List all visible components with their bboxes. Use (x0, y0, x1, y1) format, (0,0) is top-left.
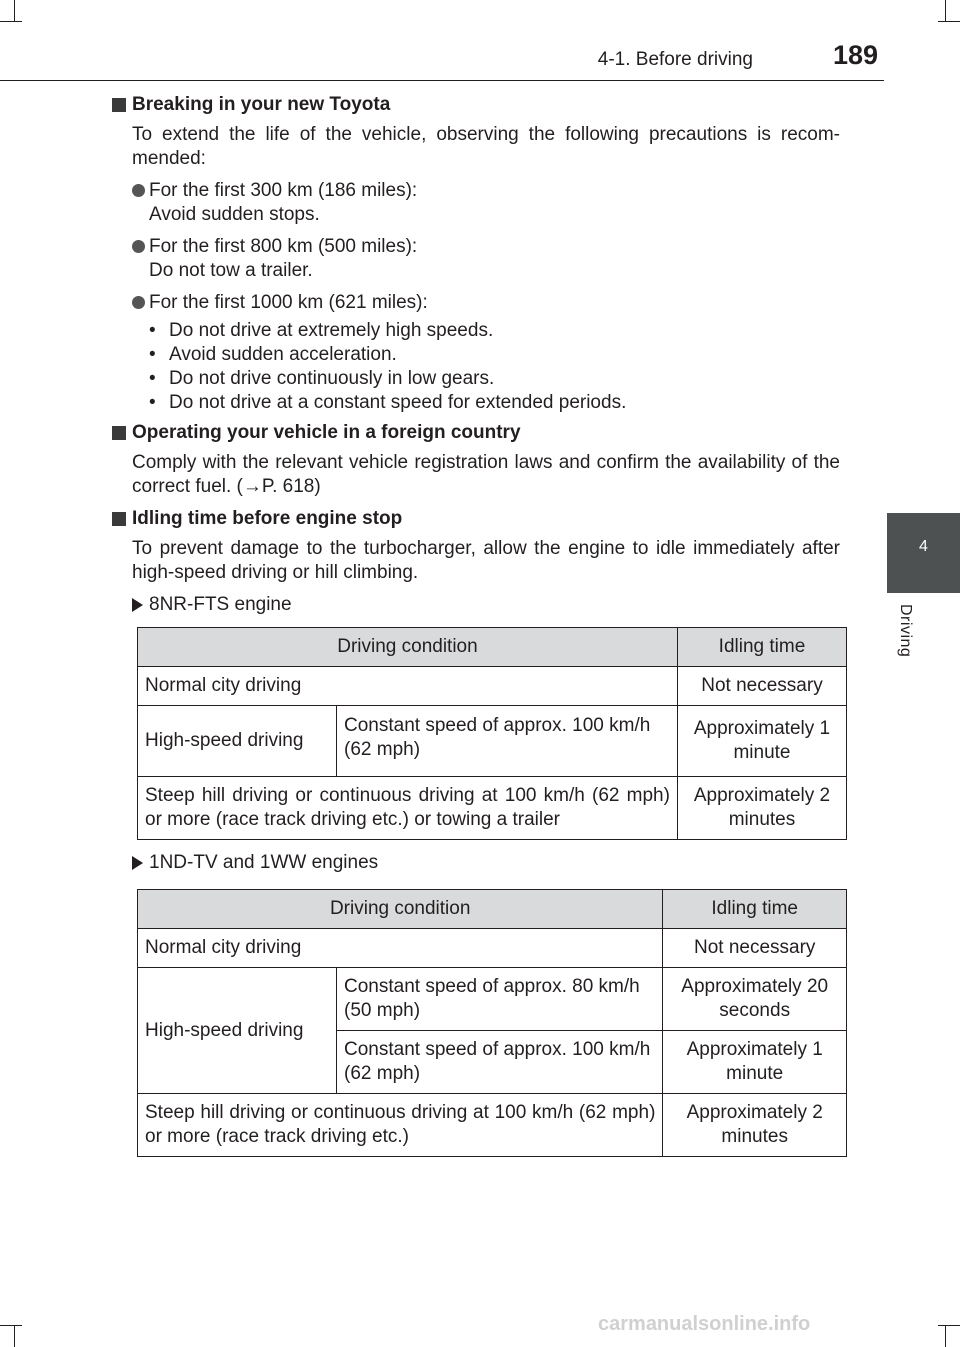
sub-list-item: • Do not drive at a constant speed for extended periods. (149, 391, 840, 415)
table-cell: Not necessary (663, 929, 847, 968)
section-title: 4-1. Before driving (597, 49, 753, 70)
column-header: Idling time (663, 890, 847, 929)
circle-bullet-icon (132, 240, 145, 253)
watermark: carmanualsonline.info (598, 1313, 811, 1335)
idling-table-1nd-tv-1ww (137, 889, 847, 1157)
table-cell: Approximately 2 minutes (677, 777, 846, 840)
table-caption: 1ND-TV and 1WW engines (112, 851, 840, 875)
crop-mark (938, 1325, 960, 1326)
table-cell: Approximately 1 minute (677, 706, 846, 777)
list-item: For the first 300 km (186 miles): Avoid sudden stops. (112, 179, 840, 227)
crop-mark (945, 1325, 946, 1347)
paragraph: Comply with the relevant vehicle registration laws and confirm the availability of the correct fuel. (→P. 618) (132, 452, 840, 497)
table-cell: Constant speed of approx. 100 km/h (62 mph) (337, 1031, 663, 1094)
idling-table-8nr-fts (137, 627, 847, 840)
sub-list-item: • Do not drive continuously in low gears. (149, 367, 840, 391)
page-content (112, 93, 840, 1157)
circle-bullet-icon (132, 296, 145, 309)
header-rule (0, 80, 884, 81)
column-header: Idling time (677, 628, 846, 667)
paragraph: To extend the life of the vehicle, observing the following precautions is recom-mended: (132, 124, 840, 169)
page-number: 189 (832, 40, 878, 70)
square-bullet-icon (112, 512, 126, 526)
table-cell: Approximately 1 minute (663, 1031, 847, 1094)
table-cell: High-speed driving (138, 706, 337, 777)
table-cell: Steep hill driving or continuous driving at 100 km/h (62 mph) or more (race track driving etc.) (138, 1094, 663, 1157)
table-header-row (138, 628, 847, 667)
table-row (138, 777, 847, 840)
table-row (138, 1094, 847, 1157)
table-row (138, 929, 847, 968)
sub-list-item: • Avoid sudden acceleration. (149, 343, 840, 367)
sub-list-item: • Do not drive at extremely high speeds. (149, 319, 840, 343)
table-row (138, 968, 847, 1031)
paragraph: To prevent damage to the turbocharger, allow the engine to idle immediately after high-speed driving or hill climbing. (132, 538, 840, 583)
crop-mark (14, 1325, 15, 1347)
table-cell: Normal city driving (138, 667, 678, 706)
list-item: For the first 1000 km (621 miles): (112, 291, 840, 315)
chapter-tab: 4 (887, 513, 960, 593)
triangle-arrow-icon (132, 598, 143, 612)
crop-mark (0, 1325, 22, 1326)
triangle-arrow-icon (132, 856, 143, 870)
table-cell: Constant speed of approx. 80 km/h (50 mph) (337, 968, 663, 1031)
table-cell: Approximately 20 seconds (663, 968, 847, 1031)
table-row (138, 706, 847, 777)
square-bullet-icon (112, 98, 126, 112)
sub-list (112, 319, 840, 415)
table-cell: Not necessary (677, 667, 846, 706)
crop-mark (945, 0, 946, 22)
column-header: Driving condition (138, 628, 678, 667)
table-cell: High-speed driving (138, 968, 337, 1094)
table-cell: Approximately 2 minutes (663, 1094, 847, 1157)
square-bullet-icon (112, 426, 126, 440)
table-header-row (138, 890, 847, 929)
table-cell: Constant speed of approx. 100 km/h (62 mph) (337, 706, 678, 777)
heading-foreign-country: Operating your vehicle in a foreign country (112, 421, 840, 445)
heading-idling-time: Idling time before engine stop (112, 507, 840, 531)
table-cell: Steep hill driving or continuous driving at 100 km/h (62 mph) or more (race track driving etc.) or towing a trailer (138, 777, 678, 840)
table-caption: 8NR-FTS engine (112, 593, 840, 617)
chapter-label: Driving (897, 604, 914, 658)
table-cell: Normal city driving (138, 929, 663, 968)
table-row (138, 667, 847, 706)
crop-mark (14, 0, 15, 22)
circle-bullet-icon (132, 184, 145, 197)
heading-breaking-in: Breaking in your new Toyota (112, 93, 840, 117)
crop-mark (938, 21, 960, 22)
crop-mark (0, 21, 22, 22)
list-item: For the first 800 km (500 miles): Do not tow a trailer. (112, 235, 840, 283)
column-header: Driving condition (138, 890, 663, 929)
